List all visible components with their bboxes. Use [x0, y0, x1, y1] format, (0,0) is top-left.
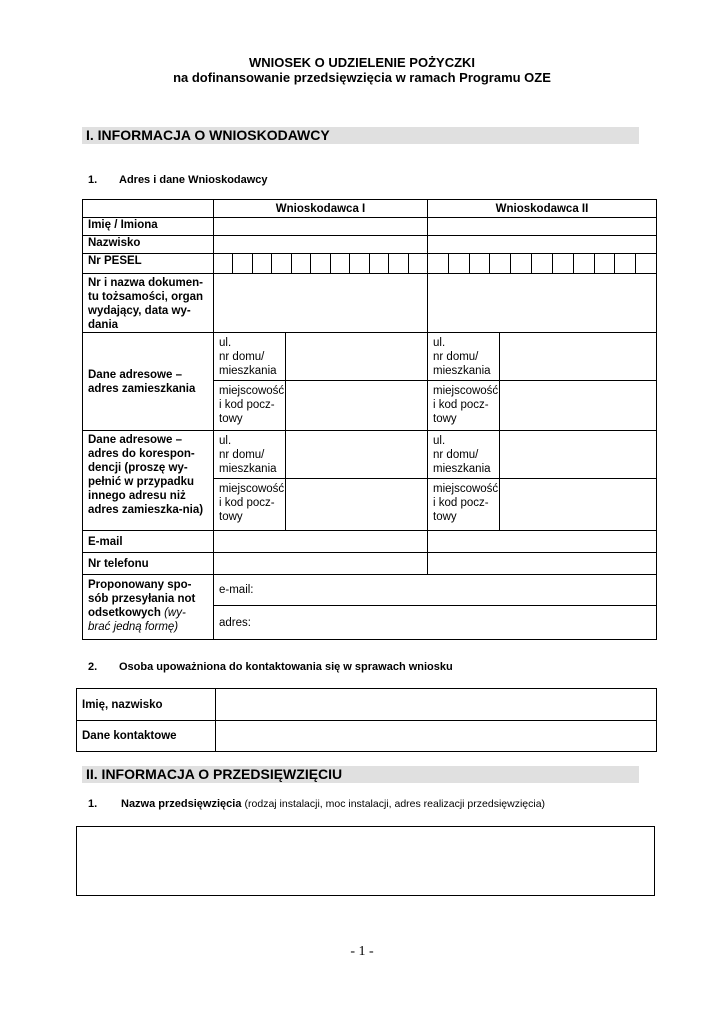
column-header-applicant-2: Wnioskodawca II [428, 200, 657, 218]
contact-person-table [76, 688, 657, 752]
first-name-field-1[interactable] [214, 218, 428, 236]
delivery-option-email-label: e-mail: [219, 584, 254, 596]
id-document-field-2[interactable] [428, 274, 657, 333]
document-title: WNIOSEK O UDZIELENIE POŻYCZKI [248, 55, 476, 70]
section-1-title: I. INFORMACJA O WNIOSKODAWCY [82, 127, 639, 144]
column-header-applicant-1: Wnioskodawca I [214, 200, 428, 218]
row-label-correspondence-address: Dane adresowe – adres do korespon-dencji (proszę wy-pełnić w przypadku innego adresu niż adres zamieszka-nia) [83, 431, 214, 531]
question-number: 2. [88, 661, 98, 673]
row-label-surname: Nazwisko [83, 236, 214, 254]
street-sublabel: ul. nr domu/ mieszkania [428, 333, 500, 380]
id-document-field-1[interactable] [214, 274, 428, 333]
row-label-contact-name: Imię, nazwisko [77, 689, 216, 721]
row-label-contact-details: Dane kontaktowe [77, 721, 216, 752]
row-label-first-name: Imię / Imiona [83, 218, 214, 236]
row-label-id-document: Nr i nazwa dokumen-tu tożsamości, organ wydający, data wy-dania [83, 274, 214, 333]
phone-field-2[interactable] [428, 553, 657, 575]
question-label: Adres i dane Wnioskodawcy [119, 174, 268, 186]
project-name-label: Nazwa przedsięwzięcia [121, 798, 242, 810]
row-label-home-address: Dane adresowe – adres zamieszkania [83, 333, 214, 431]
row-label-email: E-mail [83, 531, 214, 553]
applicant-table [82, 199, 657, 640]
delivery-option-address[interactable] [214, 606, 657, 640]
city-sublabel: miejscowość i kod pocz- towy [214, 381, 286, 430]
phone-field-1[interactable] [214, 553, 428, 575]
question-number: 1. [88, 174, 98, 186]
surname-field-2[interactable] [428, 236, 657, 254]
street-sublabel: ul. nr domu/ mieszkania [214, 333, 286, 380]
corr-city-field-1[interactable] [214, 479, 428, 531]
page-number: - 1 - [350, 944, 374, 959]
delivery-method-label: Proponowany spo-sób przesyłania not odsetkowych [88, 579, 196, 619]
street-sublabel: ul. nr domu/ mieszkania [214, 431, 286, 478]
question-label: Osoba upoważniona do kontaktowania się w sprawach wniosku [119, 661, 453, 673]
email-field-2[interactable] [428, 531, 657, 553]
city-field-1[interactable] [214, 381, 428, 431]
project-name-field[interactable] [76, 826, 655, 896]
city-sublabel: miejscowość i kod pocz- towy [428, 381, 500, 430]
street-sublabel: ul. nr domu/ mieszkania [428, 431, 500, 478]
city-sublabel: miejscowość i kod pocz- towy [214, 479, 286, 530]
city-field-2[interactable] [428, 381, 657, 431]
row-label-delivery-method [83, 575, 214, 640]
row-label-phone: Nr telefonu [83, 553, 214, 575]
project-name-question [121, 798, 545, 810]
pesel-field-1[interactable] [214, 254, 428, 274]
email-field-1[interactable] [214, 531, 428, 553]
contact-details-field[interactable] [216, 721, 657, 752]
section-2-title: II. INFORMACJA O PRZEDSIĘWZIĘCIU [82, 766, 639, 783]
project-name-note: (rodzaj instalacji, moc instalacji, adres realizacji przedsięwzięcia) [244, 798, 546, 810]
row-label-pesel: Nr PESEL [83, 254, 214, 274]
empty-header-cell [83, 200, 214, 218]
corr-street-field-1[interactable] [214, 431, 428, 479]
question-number: 1. [88, 798, 98, 810]
surname-field-1[interactable] [214, 236, 428, 254]
document-subtitle: na dofinansowanie przedsięwzięcia w ramach Programu OZE [173, 70, 551, 85]
delivery-method-note: (wy-brać jedną formę) [88, 607, 186, 633]
delivery-option-email[interactable] [214, 575, 657, 606]
corr-city-field-2[interactable] [428, 479, 657, 531]
city-sublabel: miejscowość i kod pocz- towy [428, 479, 500, 530]
first-name-field-2[interactable] [428, 218, 657, 236]
street-field-1[interactable] [214, 333, 428, 381]
delivery-option-address-label: adres: [219, 616, 251, 629]
pesel-field-2[interactable] [428, 254, 657, 274]
street-field-2[interactable] [428, 333, 657, 381]
contact-name-field[interactable] [216, 689, 657, 721]
corr-street-field-2[interactable] [428, 431, 657, 479]
